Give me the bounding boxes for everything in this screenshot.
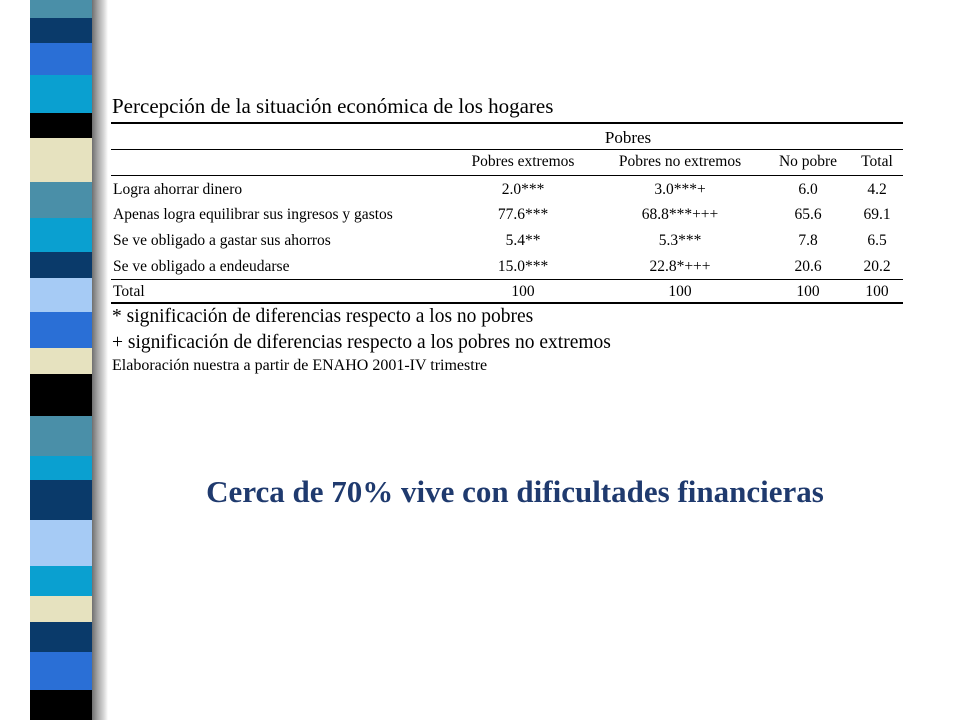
table-title: Percepción de la situación económica de los hogares bbox=[112, 94, 554, 118]
slide-headline: Cerca de 70% vive con dificultades financieras bbox=[206, 474, 824, 509]
row-value: 3.0***+ bbox=[654, 181, 706, 198]
row-value: 15.0*** bbox=[497, 258, 549, 275]
footnote-pobres-no-extremos: + significación de diferencias respecto a los pobres no extremos bbox=[112, 332, 611, 353]
row-value: 2.0*** bbox=[501, 181, 545, 198]
row-value: 6.5 bbox=[867, 232, 887, 249]
row-label: Se ve obligado a gastar sus ahorros bbox=[113, 232, 331, 249]
column-header-total: Total bbox=[861, 153, 893, 170]
row-value: 4.2 bbox=[867, 181, 887, 198]
total-value: 100 bbox=[668, 283, 692, 300]
row-value: 7.8 bbox=[798, 232, 818, 249]
row-value: 77.6*** bbox=[497, 206, 549, 223]
row-value: 68.8***+++ bbox=[641, 206, 719, 223]
source-note: Elaboración nuestra a partir de ENAHO 2001-IV trimestre bbox=[112, 357, 488, 374]
row-value: 65.6 bbox=[794, 206, 822, 223]
group-header-pobres: Pobres bbox=[604, 128, 652, 147]
row-value: 69.1 bbox=[863, 206, 891, 223]
table-top-rule bbox=[111, 122, 903, 124]
footnote-no-pobres: * significación de diferencias respecto a los no pobres bbox=[112, 306, 534, 327]
decorative-stripe-bar bbox=[30, 0, 92, 720]
row-value: 20.6 bbox=[794, 258, 822, 275]
column-header-pobres-no-extremos: Pobres no extremos bbox=[618, 153, 742, 170]
row-label: Apenas logra equilibrar sus ingresos y gastos bbox=[113, 206, 393, 223]
total-label: Total bbox=[113, 283, 145, 300]
total-value: 100 bbox=[865, 283, 889, 300]
row-label: Logra ahorrar dinero bbox=[113, 181, 243, 198]
row-value: 22.8*+++ bbox=[649, 258, 711, 275]
group-header-rule bbox=[111, 149, 903, 150]
row-value: 5.4** bbox=[505, 232, 541, 249]
total-top-rule bbox=[111, 279, 903, 280]
header-bottom-rule bbox=[111, 175, 903, 176]
table-bottom-rule bbox=[111, 302, 903, 304]
stripe-shadow bbox=[92, 0, 108, 720]
row-value: 6.0 bbox=[798, 181, 818, 198]
row-label: Se ve obligado a endeudarse bbox=[113, 258, 290, 275]
row-value: 20.2 bbox=[863, 258, 891, 275]
total-value: 100 bbox=[511, 283, 535, 300]
column-header-pobres-extremos: Pobres extremos bbox=[471, 153, 575, 170]
column-header-no-pobre: No pobre bbox=[778, 153, 838, 170]
total-value: 100 bbox=[796, 283, 820, 300]
row-value: 5.3*** bbox=[658, 232, 702, 249]
